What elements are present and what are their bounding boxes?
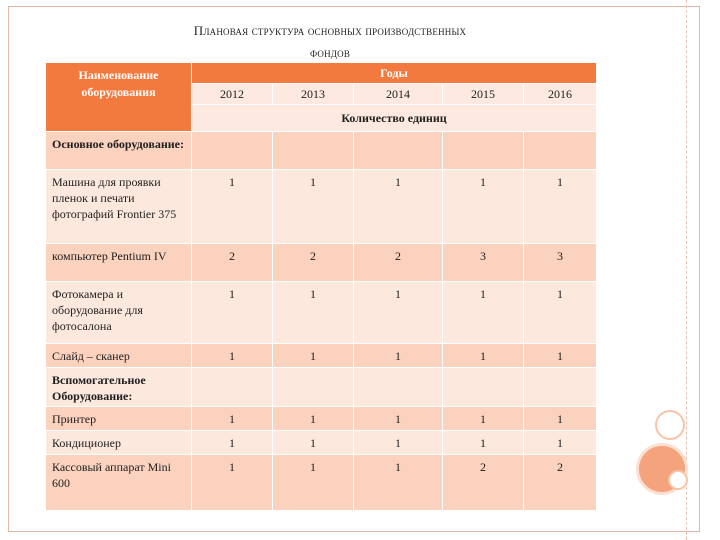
quantity-cell: 1	[192, 455, 273, 511]
header-year: 2013	[273, 84, 354, 105]
row-label: Фотокамера и оборудование для фотосалона	[46, 282, 192, 344]
row-label: Слайд – сканер	[46, 344, 192, 368]
quantity-cell: 2	[354, 244, 443, 282]
header-quantity-units: Количество единиц	[192, 105, 597, 132]
table-row	[46, 170, 597, 244]
quantity-cell: 1	[273, 455, 354, 511]
quantity-cell: 1	[443, 344, 524, 368]
header-year: 2012	[192, 84, 273, 105]
quantity-cell: 3	[524, 244, 597, 282]
equipment-table	[45, 62, 597, 511]
header-year: 2014	[354, 84, 443, 105]
quantity-cell: 1	[524, 407, 597, 431]
quantity-cell: 1	[192, 170, 273, 244]
row-label: Вспомогательное Оборудование:	[46, 368, 192, 407]
table-body	[46, 132, 597, 511]
quantity-cell: 1	[354, 170, 443, 244]
quantity-cell	[192, 368, 273, 407]
quantity-cell	[443, 368, 524, 407]
quantity-cell: 1	[354, 407, 443, 431]
quantity-cell: 2	[524, 455, 597, 511]
quantity-cell: 2	[273, 244, 354, 282]
quantity-cell: 1	[273, 431, 354, 455]
quantity-cell: 1	[443, 407, 524, 431]
quantity-cell: 1	[443, 282, 524, 344]
quantity-cell	[354, 368, 443, 407]
header-year: 2015	[443, 84, 524, 105]
section-row	[46, 368, 597, 407]
decor-circle-small	[655, 410, 685, 440]
quantity-cell	[273, 132, 354, 170]
quantity-cell: 1	[524, 170, 597, 244]
quantity-cell: 1	[192, 431, 273, 455]
table-row	[46, 455, 597, 511]
quantity-cell: 1	[524, 431, 597, 455]
quantity-cell: 2	[443, 455, 524, 511]
quantity-cell: 1	[354, 282, 443, 344]
row-label: Кондиционер	[46, 431, 192, 455]
quantity-cell: 1	[192, 344, 273, 368]
quantity-cell	[524, 368, 597, 407]
table-row	[46, 244, 597, 282]
quantity-cell: 1	[273, 344, 354, 368]
quantity-cell: 1	[192, 407, 273, 431]
quantity-cell	[192, 132, 273, 170]
quantity-cell: 1	[273, 282, 354, 344]
quantity-cell: 2	[192, 244, 273, 282]
table-row	[46, 431, 597, 455]
header-equipment-name: Наименование оборудования	[46, 63, 192, 132]
row-label: Машина для проявки пленок и печати фотографий Frontier 375	[46, 170, 192, 244]
quantity-cell: 1	[354, 431, 443, 455]
quantity-cell: 1	[354, 344, 443, 368]
quantity-cell: 1	[443, 170, 524, 244]
quantity-cell: 1	[524, 344, 597, 368]
row-label: Основное оборудование:	[46, 132, 192, 170]
row-label: компьютер Pentium IV	[46, 244, 192, 282]
title-line-1: Плановая структура основных производственных	[193, 23, 467, 38]
row-label: Принтер	[46, 407, 192, 431]
title-line-2: фондов	[309, 45, 351, 60]
table-row	[46, 344, 597, 368]
page-title	[130, 20, 530, 64]
header-year: 2016	[524, 84, 597, 105]
decor-circle-tiny	[668, 470, 688, 490]
quantity-cell: 1	[443, 431, 524, 455]
quantity-cell: 3	[443, 244, 524, 282]
table-row	[46, 407, 597, 431]
section-row	[46, 132, 597, 170]
row-label: Кассовый аппарат Mini 600	[46, 455, 192, 511]
quantity-cell: 1	[192, 282, 273, 344]
table-row	[46, 282, 597, 344]
quantity-cell	[273, 368, 354, 407]
quantity-cell	[354, 132, 443, 170]
quantity-cell	[443, 132, 524, 170]
quantity-cell: 1	[273, 407, 354, 431]
quantity-cell: 1	[273, 170, 354, 244]
quantity-cell: 1	[354, 455, 443, 511]
quantity-cell	[524, 132, 597, 170]
quantity-cell: 1	[524, 282, 597, 344]
header-years: Годы	[192, 63, 597, 84]
